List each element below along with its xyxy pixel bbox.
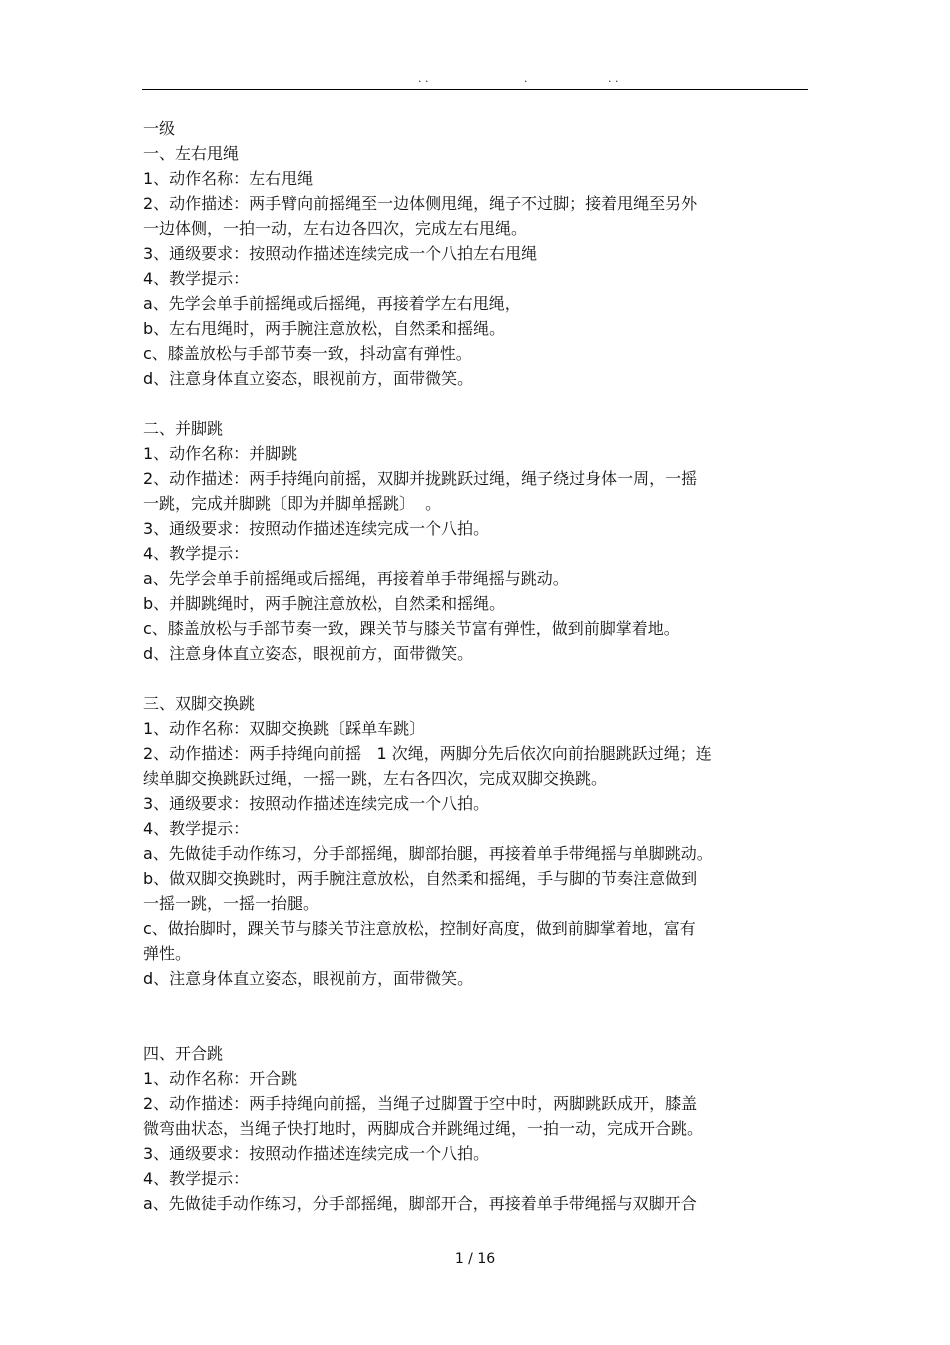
section-level-one: [143, 116, 793, 391]
text-line: 微弯曲状态，当绳子快打地时，两脚成合并跳绳过绳，一拍一动，完成开合跳。: [143, 1119, 704, 1138]
text-line: b、左右甩绳时，两手腕注意放松，自然柔和摇绳。: [143, 319, 506, 338]
text-line: 2、动作描述：两手持绳向前摇，当绳子过脚置于空中时，两脚跳跃成开，膝盖: [143, 1094, 698, 1113]
text-line: d、注意身体直立姿态，眼视前方，面带微笑。: [143, 969, 474, 988]
section-four: [143, 1041, 793, 1216]
text-line: 1、动作名称：左右甩绳: [143, 169, 314, 188]
text-line: d、注意身体直立姿态，眼视前方，面带微笑。: [143, 644, 474, 663]
text-line: 2、动作描述：两手持绳向前摇，双脚并拢跳跃过绳，绳子绕过身体一周，一摇: [143, 469, 698, 488]
text-line: 一摇一跳，一摇一抬腿。: [143, 894, 320, 913]
text-line: 一边体侧，一拍一动，左右边各四次，完成左右甩绳。: [143, 219, 528, 238]
text-line: a、先学会单手前摇绳或后摇绳，再接着单手带绳摇与跳动。: [143, 569, 569, 588]
text-line: 2、动作描述：两手臂向前摇绳至一边体侧甩绳，绳子不过脚；接着甩绳至另外: [143, 194, 698, 213]
text-line: c、膝盖放松与手部节奏一致，抖动富有弹性。: [143, 344, 472, 363]
section-title: 二、并脚跳: [143, 419, 224, 438]
text-line: 3、通级要求：按照动作描述连续完成一个八拍左右甩绳: [143, 244, 538, 263]
text-line: 3、通级要求：按照动作描述连续完成一个八拍。: [143, 519, 490, 538]
text-line: c、做抬脚时，踝关节与膝关节注意放松，控制好高度，做到前脚掌着地，富有: [143, 919, 696, 938]
spacer: [143, 391, 793, 416]
text-line: 4、教学提示：: [143, 544, 250, 563]
spacer: [143, 666, 793, 691]
text-line: 4、教学提示：: [143, 269, 250, 288]
text-line: c、膝盖放松与手部节奏一致，踝关节与膝关节富有弹性，做到前脚掌着地。: [143, 619, 680, 638]
section-title: 三、双脚交换跳: [143, 694, 256, 713]
text-line: 续单脚交换跳跃过绳，一摇一跳，左右各四次，完成双脚交换跳。: [143, 769, 608, 788]
spacer: [143, 991, 793, 1041]
text-line: 弹性。: [143, 944, 192, 963]
text-line: 1、动作名称：双脚交换跳〔踩单车跳〕: [143, 719, 426, 738]
section-two: [143, 416, 793, 666]
text-line: a、先做徒手动作练习，分手部摇绳，脚部抬腿，再接着单手带绳摇与单脚跳动。: [143, 844, 713, 863]
header-mark: . .: [608, 72, 619, 85]
text-line: 1、动作名称：开合跳: [143, 1069, 298, 1088]
document-body: [143, 116, 793, 1216]
header-marks: [418, 72, 648, 86]
header-rule: [142, 89, 808, 90]
text-line: b、并脚跳绳时，两手腕注意放松，自然柔和摇绳。: [143, 594, 506, 613]
text-line: 1、动作名称：并脚跳: [143, 444, 298, 463]
level-heading: 一级: [143, 119, 176, 138]
text-line: b、做双脚交换跳时，两手腕注意放松，自然柔和摇绳，手与脚的节奏注意做到: [143, 869, 698, 888]
text-line: a、先做徒手动作练习，分手部摇绳，脚部开合，再接着单手带绳摇与双脚开合: [143, 1194, 697, 1213]
section-title: 四、开合跳: [143, 1044, 224, 1063]
text-line: 2、动作描述：两手持绳向前摇 1 次绳，两脚分先后依次向前抬腿跳跃过绳；连: [143, 744, 712, 763]
section-three: [143, 691, 793, 991]
text-line: 3、通级要求：按照动作描述连续完成一个八拍。: [143, 1144, 490, 1163]
text-line: d、注意身体直立姿态，眼视前方，面带微笑。: [143, 369, 474, 388]
page-number: 1 / 16: [454, 1251, 496, 1267]
header-mark: .: [524, 72, 528, 85]
section-title: 一、左右甩绳: [143, 144, 240, 163]
text-line: 3、通级要求：按照动作描述连续完成一个八拍。: [143, 794, 490, 813]
text-line: 4、教学提示：: [143, 819, 250, 838]
text-line: 4、教学提示：: [143, 1169, 250, 1188]
text-line: 一跳，完成并脚跳〔即为并脚单摇跳〕 。: [143, 494, 442, 513]
text-line: a、先学会单手前摇绳或后摇绳，再接着学左右甩绳，: [143, 294, 521, 313]
header-mark: . .: [418, 72, 429, 85]
